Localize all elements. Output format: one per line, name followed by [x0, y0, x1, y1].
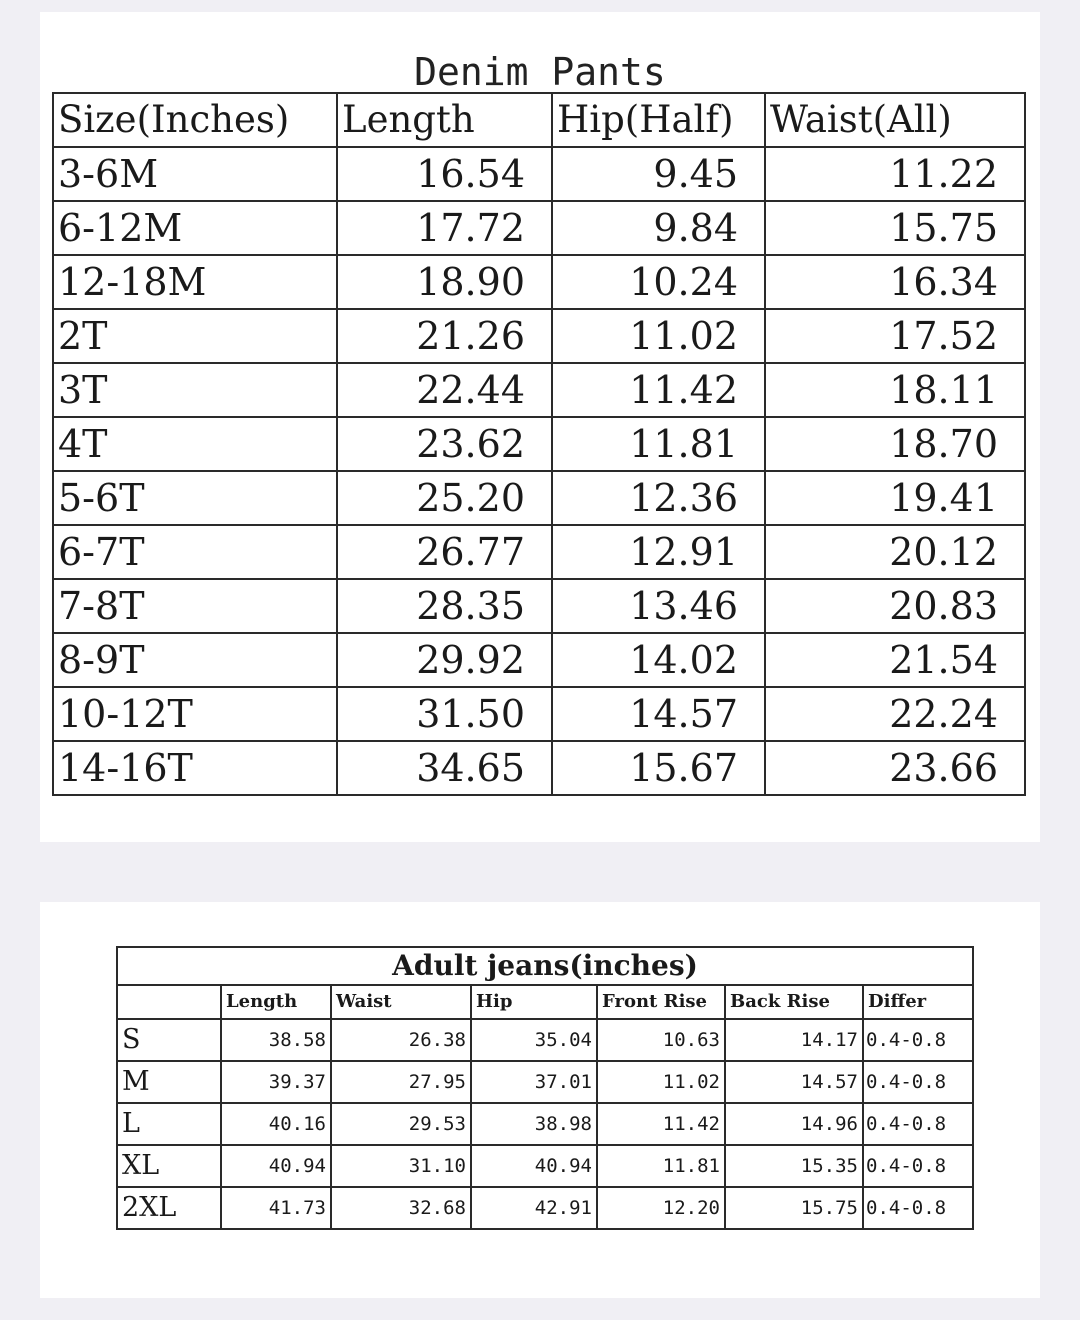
value-cell: 13.46: [552, 579, 765, 633]
adult-size-chart-panel: [40, 902, 1040, 1298]
value-cell: 32.68: [331, 1187, 471, 1229]
table-row: [117, 1061, 973, 1103]
value-cell: 14.96: [725, 1103, 863, 1145]
value-cell: 14.57: [725, 1061, 863, 1103]
value-cell: 0.4-0.8: [863, 1145, 973, 1187]
value-cell: 25.20: [337, 471, 552, 525]
kids-size-chart-panel: [40, 12, 1040, 842]
value-cell: 16.34: [765, 255, 1025, 309]
value-cell: 12.20: [597, 1187, 725, 1229]
value-cell: 26.77: [337, 525, 552, 579]
size-cell: 8-9T: [53, 633, 337, 687]
table-header-row: [117, 985, 973, 1019]
value-cell: 14.57: [552, 687, 765, 741]
table-header-row: [53, 93, 1025, 147]
value-cell: 14.17: [725, 1019, 863, 1061]
size-cell: XL: [117, 1145, 221, 1187]
adult-size-table: [116, 946, 974, 1230]
value-cell: 11.42: [552, 363, 765, 417]
table-row: [117, 1187, 973, 1229]
value-cell: 26.38: [331, 1019, 471, 1061]
size-cell: 6-12M: [53, 201, 337, 255]
value-cell: 40.16: [221, 1103, 331, 1145]
size-cell: 3-6M: [53, 147, 337, 201]
value-cell: 38.58: [221, 1019, 331, 1061]
value-cell: 23.66: [765, 741, 1025, 795]
value-cell: 15.67: [552, 741, 765, 795]
size-cell: 6-7T: [53, 525, 337, 579]
table-row: [117, 1019, 973, 1061]
value-cell: 40.94: [471, 1145, 597, 1187]
value-cell: 15.35: [725, 1145, 863, 1187]
value-cell: 11.81: [597, 1145, 725, 1187]
table-row: [53, 687, 1025, 741]
value-cell: 31.10: [331, 1145, 471, 1187]
value-cell: 16.54: [337, 147, 552, 201]
value-cell: 12.36: [552, 471, 765, 525]
value-cell: 18.11: [765, 363, 1025, 417]
value-cell: 9.84: [552, 201, 765, 255]
size-cell: 12-18M: [53, 255, 337, 309]
size-cell: 5-6T: [53, 471, 337, 525]
value-cell: 14.02: [552, 633, 765, 687]
column-header: Hip(Half): [552, 93, 765, 147]
size-cell: 7-8T: [53, 579, 337, 633]
value-cell: 19.41: [765, 471, 1025, 525]
table-row: [53, 363, 1025, 417]
column-header: Differ: [863, 985, 973, 1019]
size-cell: 14-16T: [53, 741, 337, 795]
value-cell: 18.90: [337, 255, 552, 309]
table-row: [53, 255, 1025, 309]
value-cell: 18.70: [765, 417, 1025, 471]
value-cell: 11.02: [552, 309, 765, 363]
table-row: [53, 201, 1025, 255]
table-title-row: [117, 947, 973, 985]
value-cell: 39.37: [221, 1061, 331, 1103]
column-header: Waist: [331, 985, 471, 1019]
value-cell: 22.24: [765, 687, 1025, 741]
adult-chart-title: Adult jeans(inches): [117, 947, 973, 985]
value-cell: 9.45: [552, 147, 765, 201]
kids-chart-title: Denim Pants: [414, 50, 666, 94]
value-cell: 23.62: [337, 417, 552, 471]
value-cell: 42.91: [471, 1187, 597, 1229]
column-header: Waist(All): [765, 93, 1025, 147]
value-cell: 21.54: [765, 633, 1025, 687]
size-cell: M: [117, 1061, 221, 1103]
value-cell: 21.26: [337, 309, 552, 363]
column-header: Hip: [471, 985, 597, 1019]
value-cell: 0.4-0.8: [863, 1061, 973, 1103]
table-row: [53, 579, 1025, 633]
value-cell: 29.92: [337, 633, 552, 687]
value-cell: 29.53: [331, 1103, 471, 1145]
column-header: Size(Inches): [53, 93, 337, 147]
table-row: [53, 471, 1025, 525]
column-header: Length: [221, 985, 331, 1019]
size-cell: 2T: [53, 309, 337, 363]
value-cell: 15.75: [725, 1187, 863, 1229]
value-cell: 41.73: [221, 1187, 331, 1229]
value-cell: 37.01: [471, 1061, 597, 1103]
value-cell: 11.02: [597, 1061, 725, 1103]
value-cell: 10.24: [552, 255, 765, 309]
column-header: [117, 985, 221, 1019]
value-cell: 35.04: [471, 1019, 597, 1061]
size-cell: 4T: [53, 417, 337, 471]
size-cell: S: [117, 1019, 221, 1061]
value-cell: 22.44: [337, 363, 552, 417]
table-row: [53, 525, 1025, 579]
value-cell: 11.42: [597, 1103, 725, 1145]
size-cell: 2XL: [117, 1187, 221, 1229]
table-row: [117, 1145, 973, 1187]
column-header: Back Rise: [725, 985, 863, 1019]
value-cell: 15.75: [765, 201, 1025, 255]
size-cell: 10-12T: [53, 687, 337, 741]
value-cell: 34.65: [337, 741, 552, 795]
size-cell: 3T: [53, 363, 337, 417]
value-cell: 40.94: [221, 1145, 331, 1187]
value-cell: 17.72: [337, 201, 552, 255]
table-row: [53, 633, 1025, 687]
value-cell: 20.83: [765, 579, 1025, 633]
table-row: [53, 741, 1025, 795]
value-cell: 27.95: [331, 1061, 471, 1103]
table-row: [53, 417, 1025, 471]
column-header: Length: [337, 93, 552, 147]
value-cell: 12.91: [552, 525, 765, 579]
size-cell: L: [117, 1103, 221, 1145]
value-cell: 17.52: [765, 309, 1025, 363]
value-cell: 20.12: [765, 525, 1025, 579]
value-cell: 38.98: [471, 1103, 597, 1145]
table-row: [53, 147, 1025, 201]
value-cell: 31.50: [337, 687, 552, 741]
table-row: [117, 1103, 973, 1145]
table-row: [53, 309, 1025, 363]
value-cell: 0.4-0.8: [863, 1019, 973, 1061]
column-header: Front Rise: [597, 985, 725, 1019]
value-cell: 0.4-0.8: [863, 1187, 973, 1229]
kids-size-table: [52, 92, 1026, 796]
value-cell: 10.63: [597, 1019, 725, 1061]
value-cell: 28.35: [337, 579, 552, 633]
value-cell: 0.4-0.8: [863, 1103, 973, 1145]
value-cell: 11.81: [552, 417, 765, 471]
value-cell: 11.22: [765, 147, 1025, 201]
